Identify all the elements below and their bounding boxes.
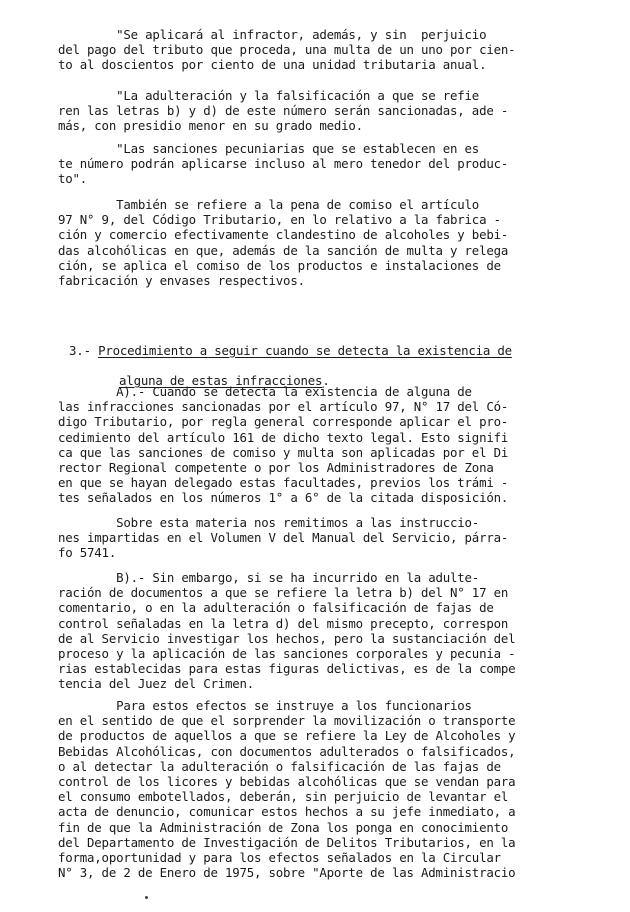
paragraph-comiso-articulo-97: También se refiere a la pena de comiso el artículo 97 N° 9, del Código Tributario, en lo relativo a la fabrica - ción y comercio efectivamente clandestino de alcoholes y bebi- das alcohólicas en que, además de la sanción de multa y relega ción, se aplica el comiso de los productos e instalaciones de fabricación y envases respectivos. [58, 197, 509, 289]
stray-mark [145, 896, 148, 899]
paragraph-procedimiento-a: A).- Cuando se detecta la existencia de alguna de las infracciones sancionadas por el artículo 97, N° 17 del Có- digo Tributario, por regla general corresponde aplicar el pro- cedimiento del artículo 161 de dicho texto legal. Esto signifi ca que las sanciones de comiso y multa son aplicadas por el Di rector Regional competente o por los Administradores de Zona en que se hayan delegado estas facultades, previos los trámi - tes señalados en los números 1° a 6° de la citada disposición. [58, 384, 509, 506]
paragraph-efectos-funcionarios: Para estos efectos se instruye a los funcionarios en el sentido de que el sorprender la movilización o transporte de productos de aquellos a que se refiere la Ley de Alcoholes y Bebidas Alcohólicas, con documentos adulterados o falsificados, o al detectar la adulteración o falsificación de las fajas de control de los licores y bebidas alcohólicas que se vendan para el consumo embotellados, deberán, sin perjuicio de levantar el acta de denuncio, comunicar estos hechos a su jefe inmediato, a fin de que la Administración de Zona los ponga en conocimiento del Departamento de Investigación de Delitos Tributarios, en la forma,oportunidad y para los efectos señalados en la Circular N° 3, de 2 de Enero de 1975, sobre "Aporte de las Administracio [58, 698, 516, 881]
paragraph-sanciones-pecuniarias: "Las sanciones pecuniarias que se establecen en es te número podrán aplicarse incluso al mero tenedor del produc- to". [58, 141, 509, 187]
section-title-line2: alguna de estas infracciones [119, 373, 323, 388]
section-title-line1: Procedimiento a seguir cuando se detecta la existencia de [98, 343, 512, 358]
paragraph-instrucciones: Sobre esta materia nos remitimos a las instruccio- nes impartidas en el Volumen V del Manual del Servicio, párra- fo 5741. [58, 515, 509, 561]
paragraph-penalty-multa: "Se aplicará al infractor, además, y sin perjuicio del pago del tributo que proceda, una multa de un uno por cien- to al doscientos por ciento de una unidad tributaria anual. [58, 27, 516, 73]
section-number: 3.- [69, 343, 91, 358]
section-title-period: . [322, 373, 330, 388]
paragraph-adulteracion: "La adulteración y la falsificación a que se refie ren las letras b) y d) de este número serán sancionadas, ade - más, con presidio menor en su grado medio. [58, 88, 509, 134]
paragraph-procedimiento-b: B).- Sin embargo, si se ha incurrido en la adulte- ración de documentos a que se refiere la letra b) del N° 17 en comentario, o en la adulteración o falsificación de fajas de control señaladas en la letra d) del mismo precepto, correspon de al Servicio investigar los hechos, pero la sustanciación del proceso y la aplicación de las sanciones corporales y pecunia - rias establecidas para estas figuras delictivas, es de la compe tencia del Juez del Crimen. [58, 570, 516, 692]
